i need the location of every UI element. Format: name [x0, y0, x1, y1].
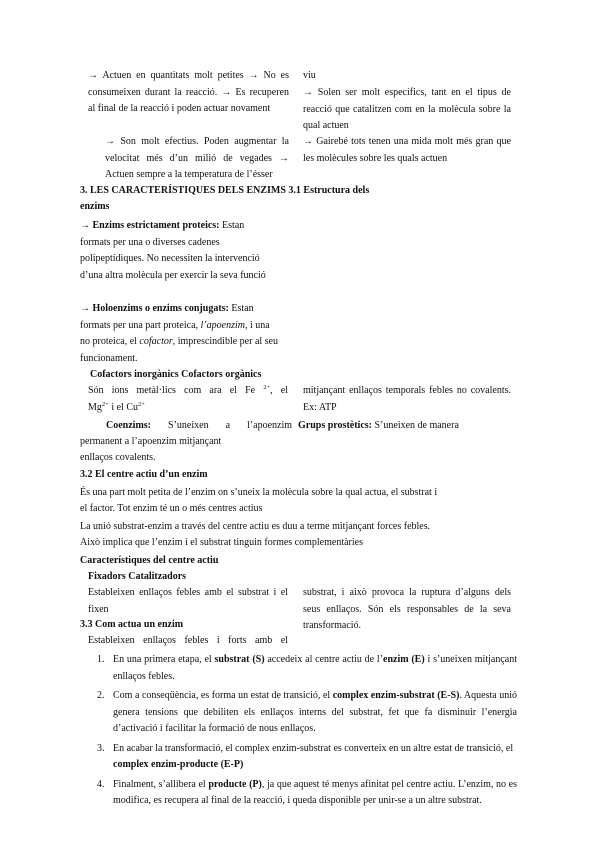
cofactors-left-mid: , el [270, 385, 289, 396]
holoenzims-text-2: , i una no proteica, el [80, 319, 270, 347]
step-number: 3. [97, 742, 105, 754]
grups-prostetics-label: Grups prostètics: [298, 420, 372, 431]
step-text-part: . Aquesta unió genera tensions que debiliten els enllaços interns del substrat, fet que fa disminuir l’energia d’activació i facilitar la formació de nous enllaços. [113, 690, 517, 734]
section-33-intro: Estableixen enllaços febles i forts amb el [88, 635, 288, 646]
holoenzims-item [80, 301, 280, 367]
cofactors-heading: Cofactors inorgànics Cofactors orgànics [90, 369, 262, 380]
mg-charge: 2+ [101, 400, 109, 408]
catalitzadors-text: substrat, i això provoca la ruptura d’alguns dels seus enllaços. Són els responsables de la seva transformació. [303, 587, 511, 631]
fixadors-text: Estableixen enllaços febles amb el substrat i el fixen [88, 587, 288, 615]
step-text [113, 777, 517, 810]
coenzims-line-3: enllaços covalents. [80, 452, 156, 463]
cofactors-left-text: Són ions metàl·lics com ara el Fe [88, 385, 256, 396]
section-32-p1-line1: És una part molt petita de l’enzim on s’uneix la molècula sobre la qual actua, el substrat i [80, 487, 438, 498]
step-text-part: , ja que aquest té menys afinitat pel centre actiu. L’enzim, no es modifica, es recupera al final de la reacció, i queda disponible per unir-se a un altre substrat. [113, 778, 517, 806]
steps-list [97, 652, 517, 810]
cofactor-term: cofactor [139, 336, 173, 347]
coenzims-label: Coenzims: [106, 420, 151, 431]
grups-prostetics-line [298, 418, 459, 435]
coenzims-line-2: permanent a l’apoenzim mitjançant [80, 436, 222, 447]
step-2 [97, 688, 517, 738]
step-text-part: En una primera etapa, el [113, 654, 215, 665]
coenzims-text: S’uneixen a l’apoenzim [168, 420, 293, 431]
section-32-p2-line1: La unió substrat-enzim a través del centre actiu es duu a terme mitjançant forces febles. [80, 521, 431, 532]
section-32-title: 3.2 El centre actiu d’un enzim [80, 469, 208, 480]
substrat-term: substrat (S) [214, 654, 265, 665]
step-text [113, 688, 517, 738]
step-3 [97, 741, 517, 774]
enzim-term: enzim (E) [383, 654, 425, 665]
section-32-p1-line2: el factor. Tot enzim té un o més centres actius [80, 503, 263, 514]
step-text-part: accedeix al centre actiu de l’ [264, 654, 383, 665]
step-number: 4. [97, 778, 105, 790]
mg-symbol: Mg [88, 401, 102, 413]
step-text [113, 652, 517, 685]
fe-charge: 2+ [263, 384, 271, 391]
cofactors-organics-text: mitjançant enllaços temporals febles no covalents. Ex: ATP [303, 385, 511, 413]
step-text-part: Com a conseqüència, es forma un estat de transició, el [113, 690, 333, 701]
holoenzims-label: Holoenzims o enzims conjugats: [92, 303, 229, 314]
cu-text: i el Cu [108, 401, 138, 413]
intro-right-para-1: viu [303, 70, 316, 81]
enzims-proteics-text: Estan formats per una o diverses cadenes polipeptídiques. No necessiten la intervenció d’una altra molècula per exercir la seva funció [80, 220, 266, 281]
holoenzims-text-3: , imprescindible per al seu funcionament. [80, 336, 278, 364]
grups-prostetics-text: S’uneixen de manera [374, 420, 459, 431]
cu-charge: 2+ [138, 400, 145, 408]
section-33-title: 3.3 Com actua un enzim [80, 619, 184, 630]
producte-term: producte (P) [208, 778, 262, 790]
enzims-proteics-label: Enzims estrictament proteics: [92, 220, 220, 231]
step-text-part: En acabar la transformació, el complex enzim-substrat es converteix en un altre estat de transició, el [113, 742, 514, 754]
enzims-proteics-item [80, 218, 270, 284]
arrow-right-icon: → [80, 303, 90, 314]
step-text-part: Finalment, s’allibera el [113, 778, 209, 790]
intro-left-para-2: → Son molt efectius. Poden augmentar la velocitat més d’un milió de vegades → Actuen sempre a la temperatura de l’ésser [105, 136, 289, 180]
intro-right-para-3: → Gairebé tots tenen una mida molt més gran que les molècules sobre les quals actuen [303, 136, 511, 164]
complex-ep-term: complex enzim-producte (E-P) [113, 759, 244, 770]
step-number: 1. [97, 654, 105, 665]
coenzims-line-1 [80, 418, 292, 435]
cofactors-inorganics-text [88, 383, 288, 416]
complex-es-term: complex enzim-substrat (E-S) [332, 690, 460, 701]
step-4 [97, 777, 517, 810]
holoenzims-text-1: Estan formats per una part proteica, [80, 303, 254, 331]
step-1 [97, 652, 517, 685]
characteristics-heading: Característiques del centre actiu [80, 555, 219, 566]
apoenzim-term: l’apoenzim [200, 319, 245, 331]
section-32-p2-line2: Això implica que l’enzim i el substrat tinguin formes complementàries [80, 537, 363, 548]
intro-right-para-2: → Solen ser molt específics, tant en el tipus de reacció que catalitzen com en la molècula sobre la qual actuen [303, 87, 511, 131]
step-text [113, 741, 517, 774]
intro-left-para-1: → Actuen en quantitats molt petites → No es consumeixen durant la reacció. → Es recuperen al final de la reacció i poden actuar novament [88, 70, 289, 114]
arrow-right-icon: → [80, 220, 90, 231]
section-3-title-cont: enzims [80, 201, 110, 212]
fixadors-catalitzadors-heading: Fixadors Catalitzadors [88, 571, 187, 582]
step-number: 2. [97, 690, 105, 701]
step-text-part: i s’uneixen mitjançant enllaços febles. [113, 654, 517, 682]
section-3-title: 3. LES CARACTERÍSTIQUES DELS ENZIMS 3.1 Estructura dels [80, 185, 370, 196]
